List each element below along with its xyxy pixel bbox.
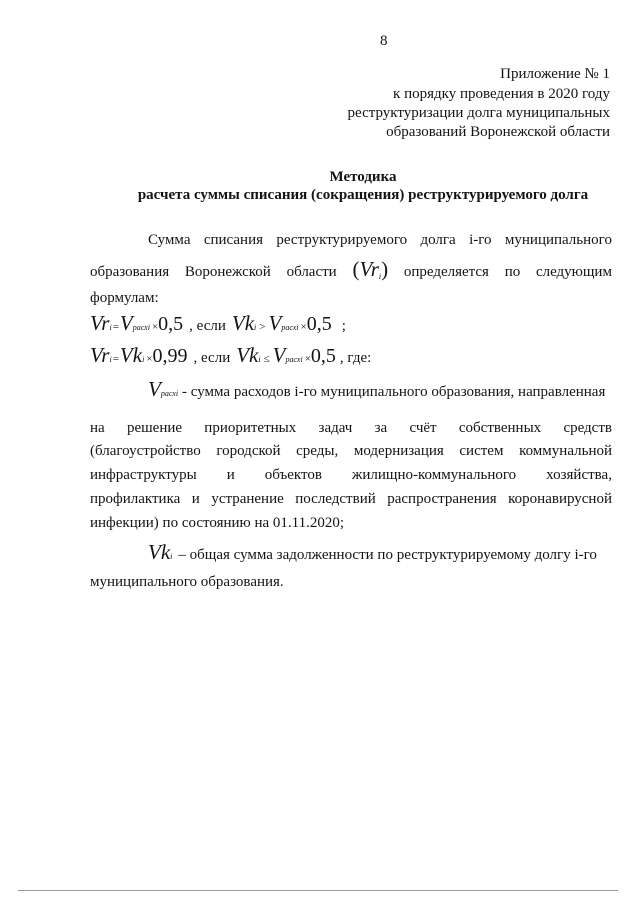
word: счёт [409,420,437,436]
scan-edge-line [18,890,618,891]
word: по [504,264,521,280]
word: списания [203,232,264,248]
appendix-line-2: к порядку проведения в 2020 году [393,86,610,102]
page-number: 8 [380,33,388,49]
definition-1-line-5: профилактика и устранение последствий распространения коронавирусной [90,491,612,507]
appendix-line-4: образований Воронежской области [386,124,610,140]
word: объектов [264,467,322,483]
title-line-2: расчета суммы списания (сокращения) реструктурируемого долга [137,187,589,203]
word: реструктурируемого [276,232,408,248]
paragraph-1-line-2 [90,257,612,286]
word: инфраструктуры [90,467,197,483]
definition-2-line-1: Vk i – общая сумма задолженности по реструктурируемому долгу i-го [148,540,597,564]
word: средств [563,420,612,436]
formula-1: Vr i = V расхі × 0,5 , если Vk i > V расхі × 0,5 ; [90,311,346,335]
title-line-1: Методика [329,169,397,185]
formula-2: Vr i = Vk i × 0,99 , если Vk i ≤ V расхі × 0,5 , где: [90,343,372,367]
word: следующим [535,264,612,280]
word: за [374,420,388,436]
word: хозяйства, [546,467,612,483]
definition-2-line-2: муниципального образования. [90,574,284,590]
word: Воронежской [184,264,271,280]
word: долга [420,232,456,248]
word: собственных [458,420,542,436]
paragraph-1-line-1 [148,231,612,249]
definition-1-line-1: V расхі - сумма расходов i-го муниципального образования, направленная [148,377,606,401]
word: определяется [403,264,489,280]
appendix-line-1: Приложение № 1 [500,66,610,82]
word: Сумма [148,232,191,248]
definition-1-line-4 [90,466,612,484]
word: муниципального [504,232,612,248]
word: жилищно-коммунального [351,467,517,483]
definition-1-line-2 [90,419,612,437]
word: приоритетных [204,420,297,436]
word: задач [318,420,353,436]
word: области [286,264,337,280]
appendix-line-3: реструктуризации долга муниципальных [347,105,610,121]
word: решение [126,420,183,436]
paragraph-1-line-3: формулам: [90,290,159,306]
word: i-го [469,232,492,248]
word: и [226,467,235,483]
word: образования [90,264,170,280]
definition-1-line-3: (благоустройство городской среды, модернизация систем коммунальной [90,443,612,459]
inline-formula-vri: $(Vr_i)$ [352,257,389,281]
definition-1-line-6: инфекции) по состоянию на 01.11.2020; [90,515,345,531]
word: на [90,420,105,436]
